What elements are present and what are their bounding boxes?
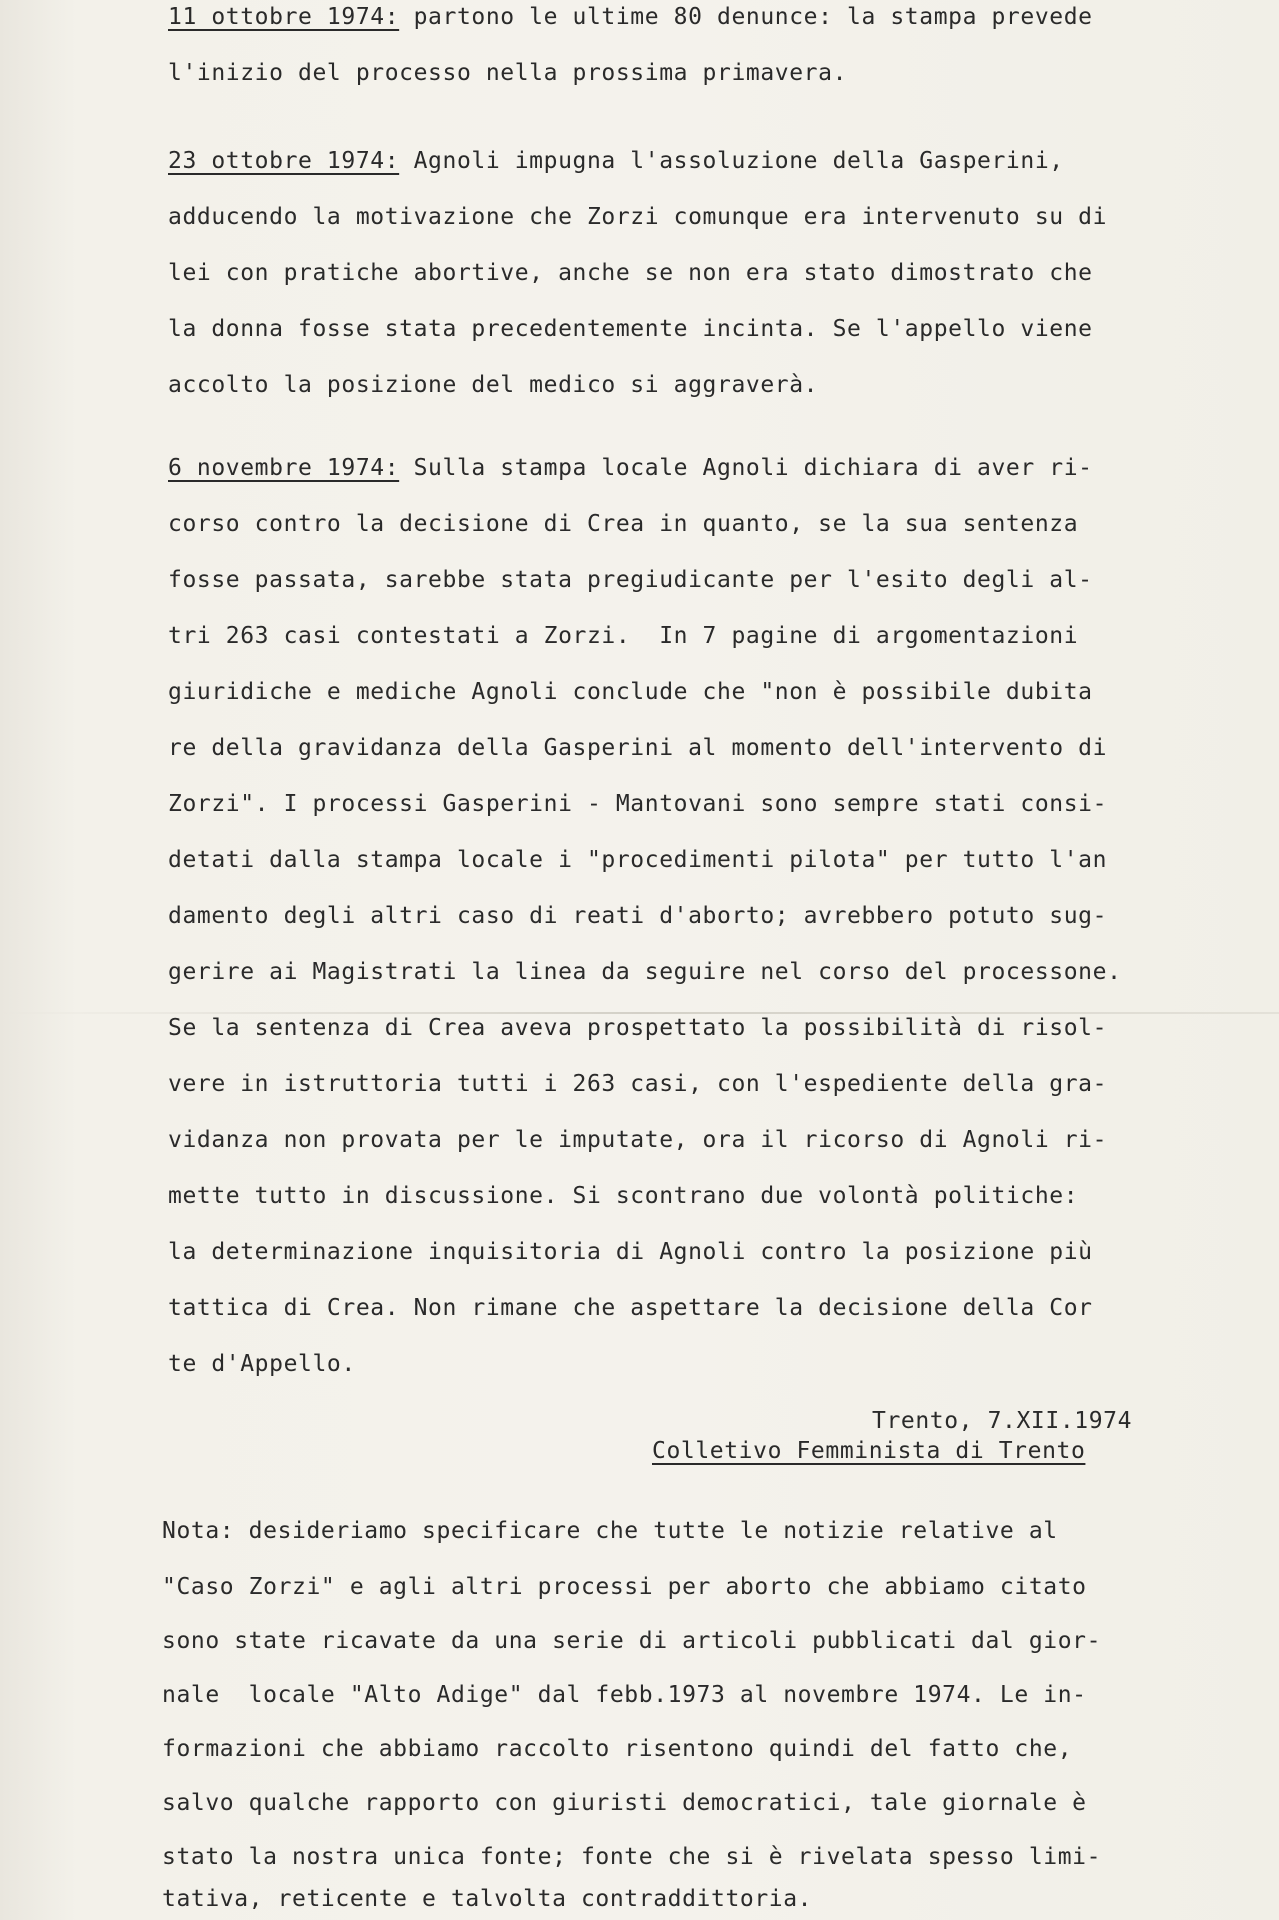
entry-line: vidanza non provata per le imputate, ora il ricorso di Agnoli ri-: [168, 1127, 1108, 1153]
entry-line: te d'Appello.: [168, 1351, 356, 1377]
entry-6-novembre: [168, 455, 1258, 1377]
entry-date: 6 novembre 1974:: [168, 455, 400, 481]
entry-line: giuridiche e mediche Agnoli conclude che "non è possibile dubita: [168, 679, 1093, 705]
entry-date: 23 ottobre 1974:: [168, 148, 400, 174]
entry-line: Zorzi". I processi Gasperini - Mantovani sono sempre stati consi-: [168, 791, 1108, 817]
collective-name: Colletivo Femminista di Trento: [652, 1438, 1086, 1464]
entry-11-ottobre: [168, 4, 1258, 86]
entry-line: 6 novembre 1974: Sulla stampa locale Agnoli dichiara di aver ri-: [168, 455, 1093, 481]
note-line: formazioni che abbiamo raccolto risentono quindi del fatto che,: [162, 1736, 1073, 1762]
note-line: salvo qualche rapporto con giuristi democratici, tale giornale è: [162, 1790, 1087, 1816]
entry-line: tri 263 casi contestati a Zorzi. In 7 pagine di argomentazioni: [168, 623, 1079, 649]
entry-line: lei con pratiche abortive, anche se non era stato dimostrato che: [168, 260, 1093, 286]
entry-line: re della gravidanza della Gasperini al momento dell'intervento di: [168, 735, 1108, 761]
entry-line: la determinazione inquisitoria di Agnoli contro la posizione più: [168, 1239, 1093, 1265]
entry-line: 23 ottobre 1974: Agnoli impugna l'assoluzione della Gasperini,: [168, 148, 1064, 174]
note-block: [162, 1518, 1252, 1912]
entry-line: detati dalla stampa locale i "procedimenti pilota" per tutto l'an: [168, 847, 1108, 873]
entry-line: damento degli altri caso di reati d'aborto; avrebbero potuto sug-: [168, 903, 1108, 929]
note-line: nale locale "Alto Adige" dal febb.1973 al novembre 1974. Le in-: [162, 1682, 1087, 1708]
entry-line: fosse passata, sarebbe stata pregiudicante per l'esito degli al-: [168, 567, 1093, 593]
place-date: Trento, 7.XII.1974: [872, 1408, 1133, 1434]
note-line: stato la nostra unica fonte; fonte che si è rivelata spesso limi-: [162, 1844, 1102, 1870]
entry-line: vere in istruttoria tutti i 263 casi, con l'espediente della gra-: [168, 1071, 1108, 1097]
entry-line: mette tutto in discussione. Si scontrano due volontà politiche:: [168, 1183, 1079, 1209]
entry-date: 11 ottobre 1974:: [168, 4, 400, 30]
entry-line: accolto la posizione del medico si aggraverà.: [168, 372, 819, 398]
entry-line: adducendo la motivazione che Zorzi comunque era intervenuto su di: [168, 204, 1108, 230]
entry-line: Se la sentenza di Crea aveva prospettato la possibilità di risol-: [168, 1015, 1108, 1041]
note-line: sono state ricavate da una serie di articoli pubblicati dal gior-: [162, 1628, 1102, 1654]
entry-line: gerire ai Magistrati la linea da seguire nel corso del processone.: [168, 959, 1122, 985]
entry-line: la donna fosse stata precedentemente incinta. Se l'appello viene: [168, 316, 1093, 342]
note-line: "Caso Zorzi" e agli altri processi per aborto che abbiamo citato: [162, 1574, 1087, 1600]
entry-line: corso contro la decisione di Crea in quanto, se la sua sentenza: [168, 511, 1079, 537]
entry-line: 11 ottobre 1974: partono le ultime 80 denunce: la stampa prevede: [168, 4, 1093, 30]
entry-line: l'inizio del processo nella prossima primavera.: [168, 60, 848, 86]
note-line: Nota: desideriamo specificare che tutte le notizie relative al: [162, 1518, 1058, 1544]
entry-23-ottobre: [168, 148, 1258, 398]
paper-fold: [0, 1012, 1279, 1014]
note-line: tativa, reticente e talvolta contraddittoria.: [162, 1886, 813, 1912]
entry-line: tattica di Crea. Non rimane che aspettare la decisione della Cor: [168, 1295, 1093, 1321]
